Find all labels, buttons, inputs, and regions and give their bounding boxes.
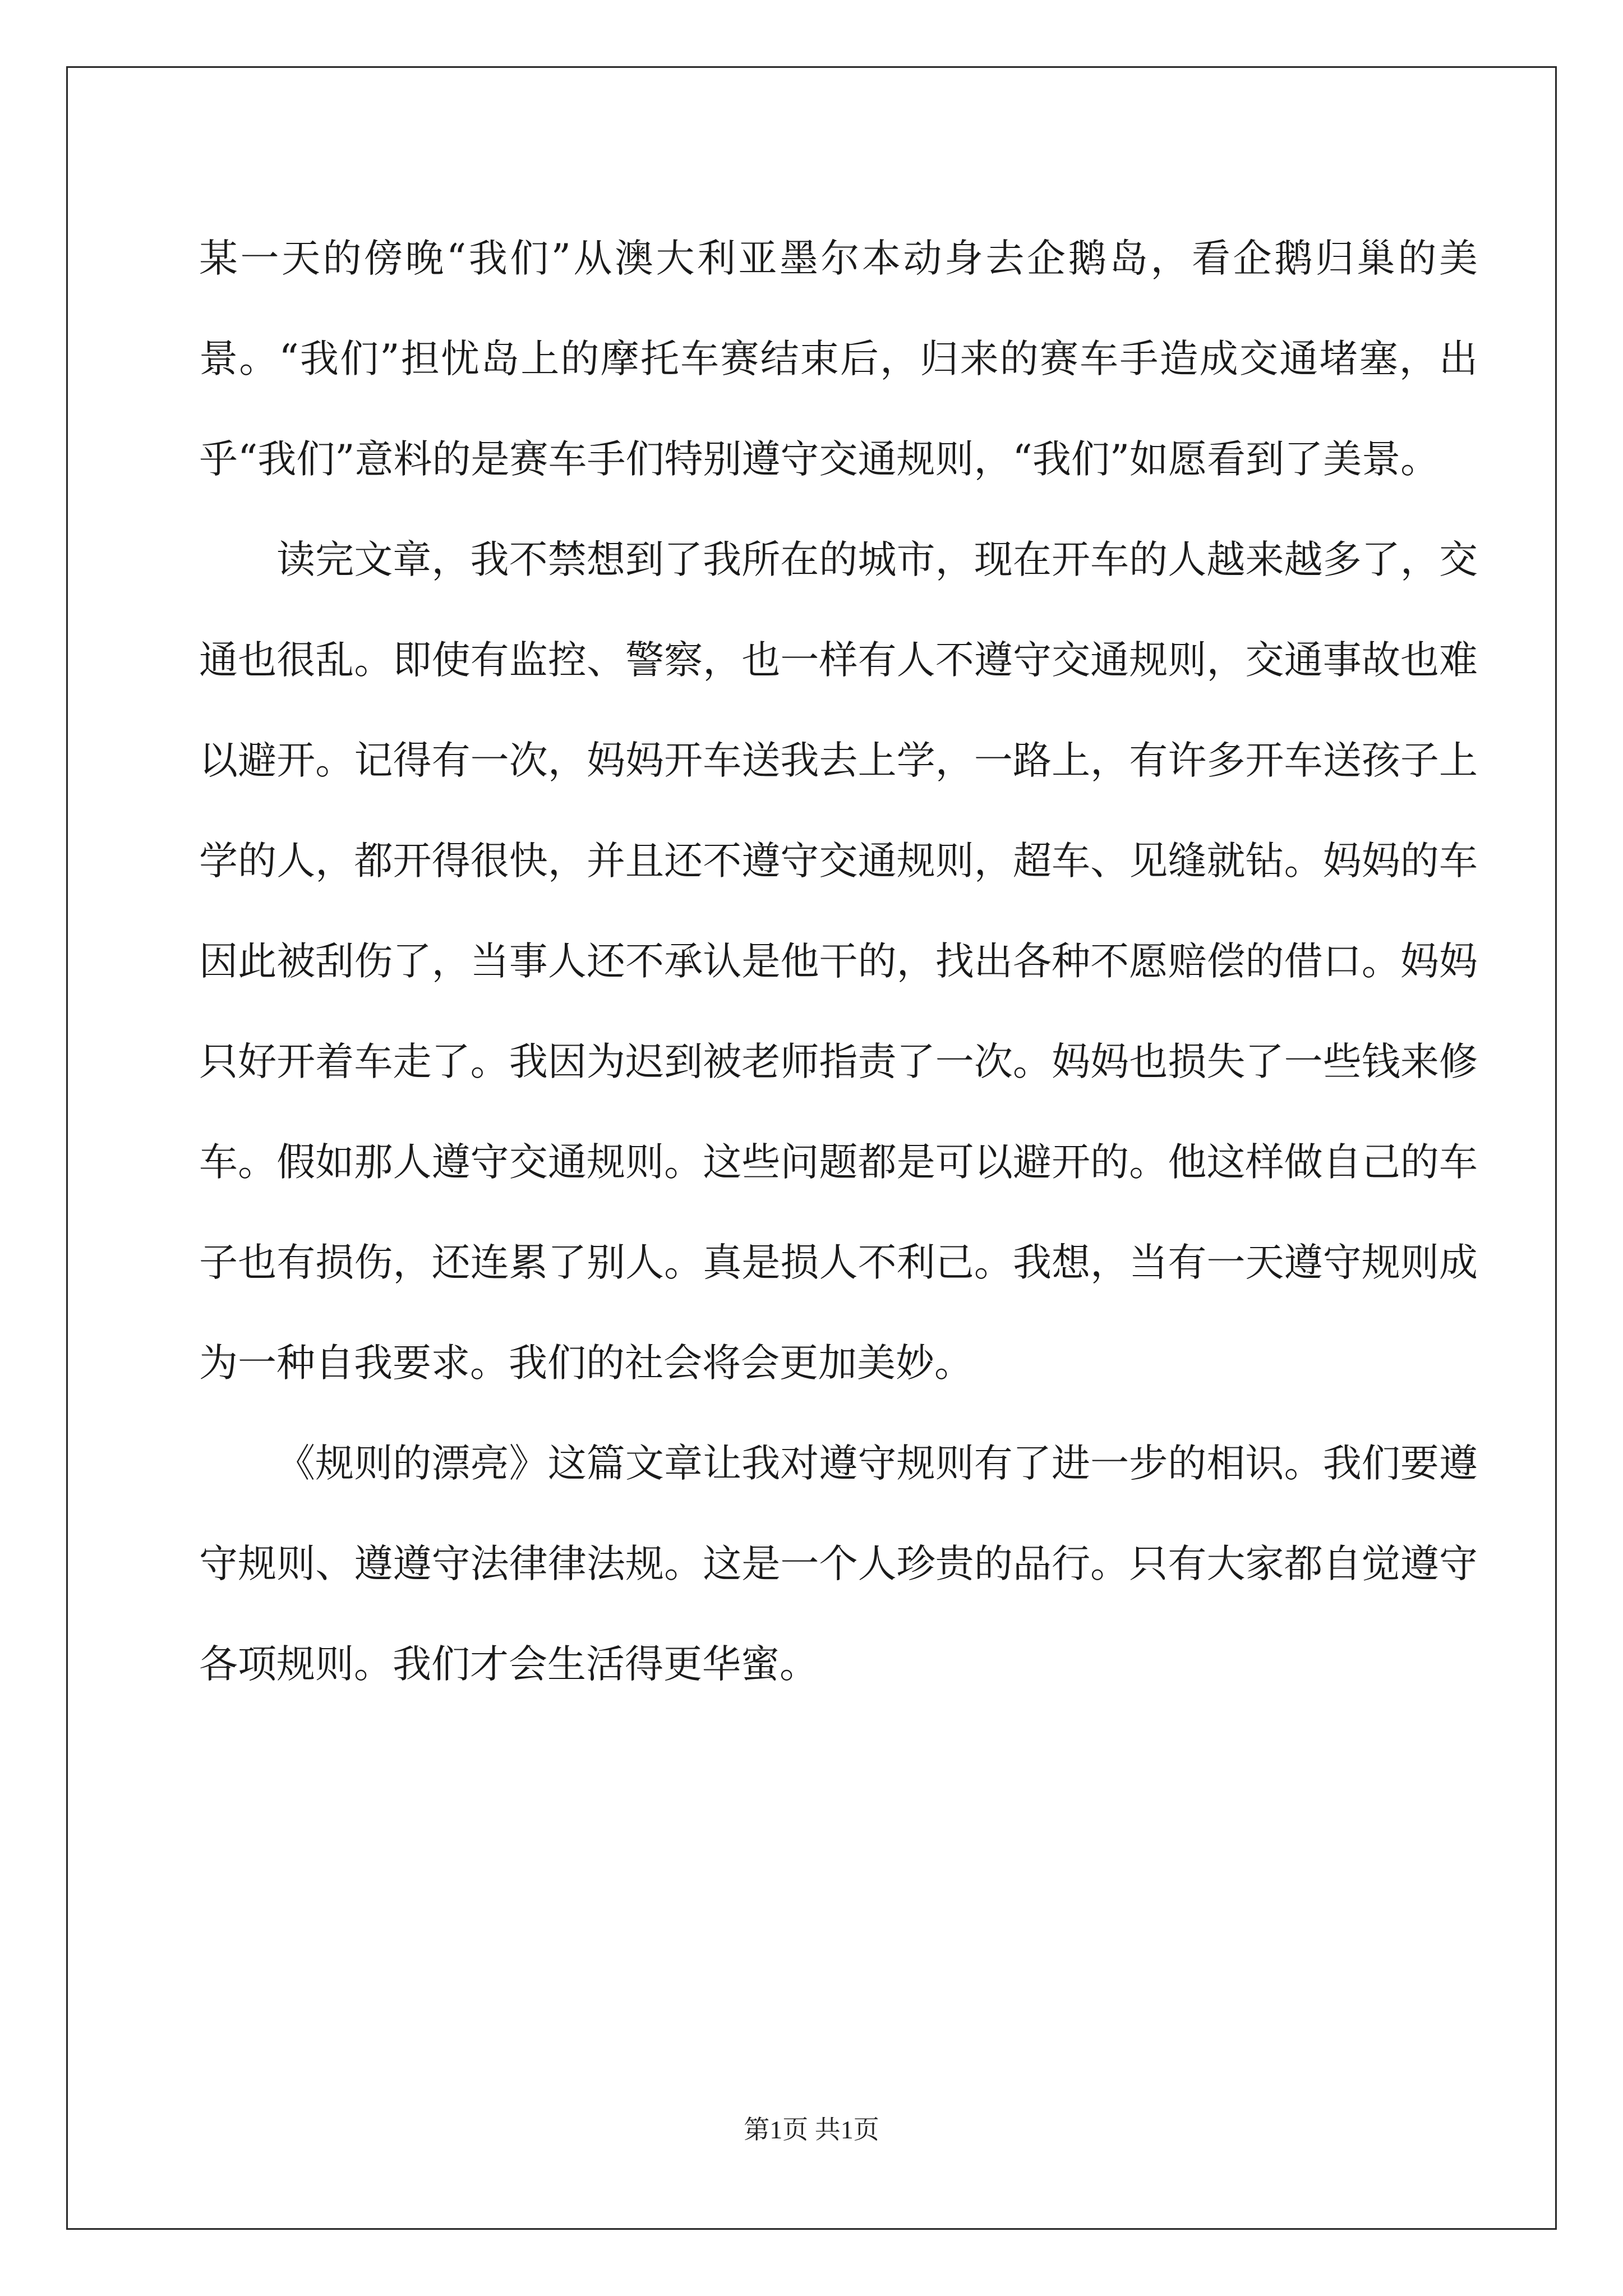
paragraph-3: 《规则的漂亮》这篇文章让我对遵守规则有了进一步的相识。我们要遵守规则、遵遵守法律律法规。这是一个人珍贵的品行。只有大家都自觉遵守各项规则。我们才会生活得更华蜜。 bbox=[199, 1441, 1478, 1687]
paragraph-1: 某一天的傍晚“我们”从澳大利亚墨尔本动身去企鹅岛，看企鹅归巢的美景。“我们”担忧岛上的摩托车赛结束后，归来的赛车手造成交通堵塞，出乎“我们”意料的是赛车手们特别遵守交通规则，“我们”如愿看到了美景。 bbox=[199, 236, 1478, 482]
document-body bbox=[199, 209, 1478, 1715]
page-footer: 第1页 共1页 bbox=[744, 2115, 879, 2144]
paragraph-2: 读完文章，我不禁想到了我所在的城市，现在开车的人越来越多了，交通也很乱。即使有监控、警察，也一样有人不遵守交通规则，交通事故也难以避开。记得有一次，妈妈开车送我去上学，一路上，有许多开车送孩子上学的人，都开得很快，并且还不遵守交通规则，超车、见缝就钻。妈妈的车因此被刮伤了，当事人还不承认是他干的，找出各种不愿赔偿的借口。妈妈只好开着车走了。我因为迟到被老师指责了一次。妈妈也损失了一些钱来修车。假如那人遵守交通规则。这些问题都是可以避开的。他这样做自己的车子也有损伤，还连累了别人。真是损人不利己。我想，当有一天遵守规则成为一种自我要求。我们的社会将会更加美妙。 bbox=[199, 537, 1478, 1386]
